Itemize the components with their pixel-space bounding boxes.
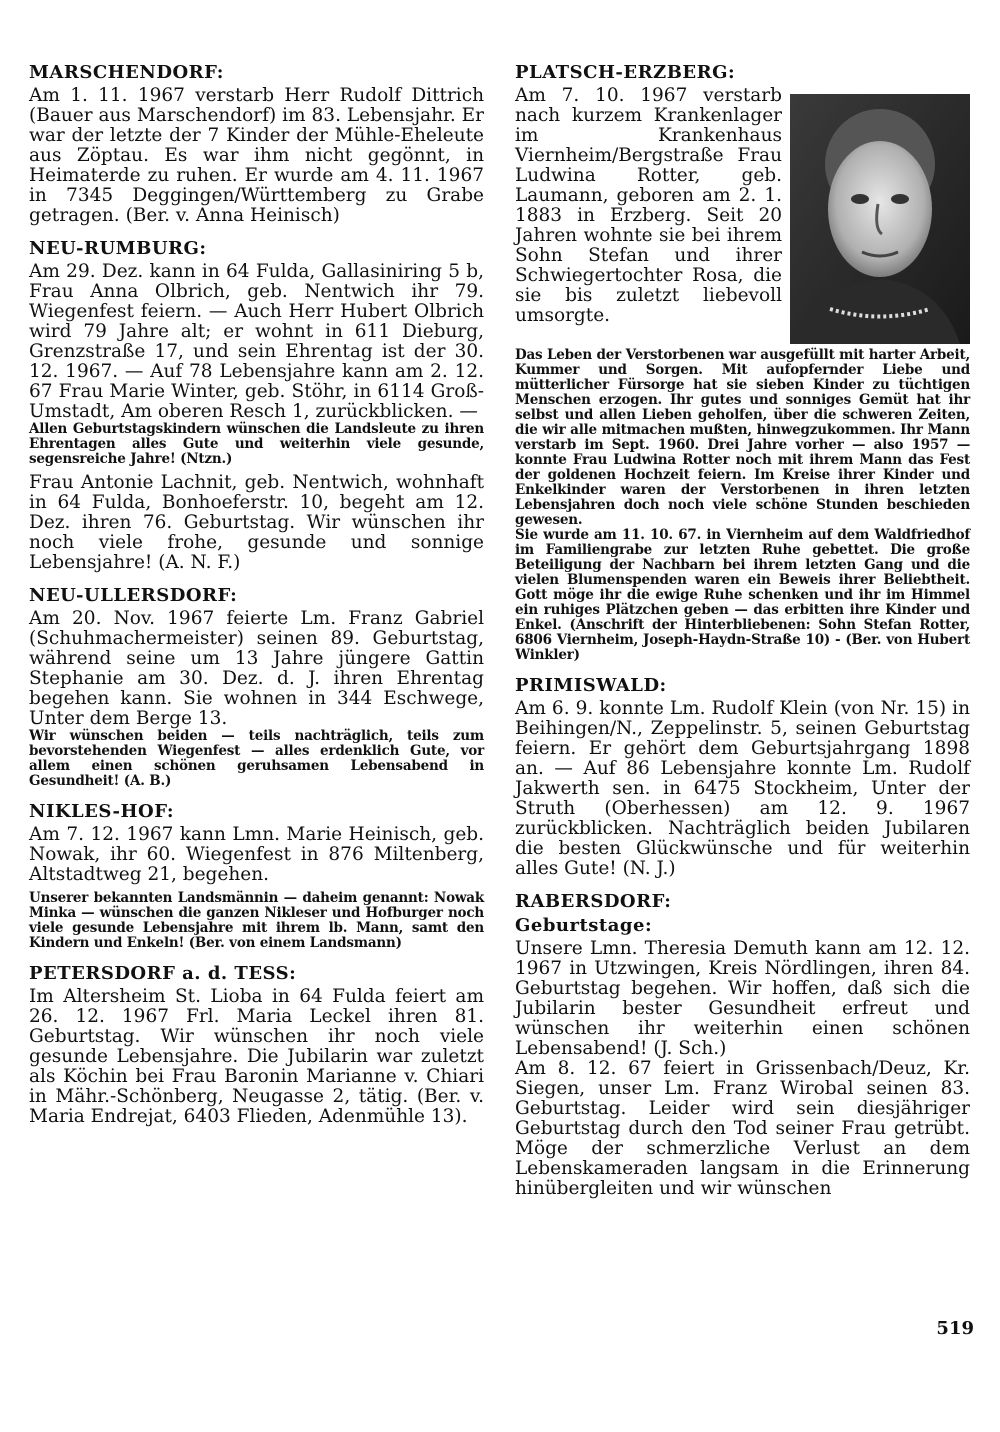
small-text-platsch-2: Sie wurde am 11. 10. 67. in Viernheim auf dem Waldfriedhof im Familiengrabe zur letzten Ruhe gebettet. Die große Beteiligung der Nachbarn bei ihrem letzten Gang und die vielen Blumenspenden waren ein Beweis ihrer Beliebtheit. Gott möge ihr die ewige Ruhe schenken und ihr im Himmel ein ruhiges Plätzchen geben — das erbitten ihre Kinder und Enkel. (Anschrift der Hinterbliebenen: Sohn Stefan Rotter, 6806 Viernheim, Joseph-Haydn-Straße 10) - (Ber. von Hubert Winkler): [515, 527, 970, 663]
text-primiswald: Am 6. 9. konnte Lm. Rudolf Klein (von Nr. 15) in Beihingen/N., Zeppelinstr. 5, seinen Geburtstag feiern. Er gehört dem Geburtsjahrgang 1898 an. — Auf 86 Lebensjahre konnte Lm. Rudolf Jakwerth sen. in 6475 Stockheim, Unter der Struth (Oberhessen) am 12. 9. 1967 zurückblicken. Nachträglich beiden Jubilaren die besten Glückwünsche und für weiterhin alles Gute! (N. J.): [515, 698, 970, 879]
section-heading-platsch-erzberg: PLATSCH-ERZBERG:: [515, 62, 736, 83]
small-text-neu-ullersdorf: Wir wünschen beiden — teils nachträglich, teils zum bevorstehenden Wiegenfest — alles erdenklich Gute, vor allem einen schönen geruhsamen Lebensabend in Gesundheit! (A. B.): [29, 728, 484, 789]
small-text-nikles-hof: Unserer bekannten Landsmännin — daheim genannt: Nowak Minka — wünschen die ganzen Nikleser und Hofburger noch viele gesunde Lebensjahre mit ihrem lb. Mann, samt den Kindern und Enkeln! (Ber. von einem Landsmann): [29, 890, 484, 951]
section-heading-nikles-hof: NIKLES-HOF:: [29, 801, 174, 822]
text-nikles-hof: Am 7. 12. 1967 kann Lmn. Marie Heinisch, geb. Nowak, ihr 60. Wiegenfest in 876 Miltenberg, Altstadtweg 21, begehen.: [29, 824, 484, 885]
right-column: [515, 62, 970, 1199]
text-marschendorf: Am 1. 11. 1967 verstarb Herr Rudolf Dittrich (Bauer aus Marschendorf) im 83. Lebensjahr. Er war der letzte der 7 Kinder der Mühle-Eheleute aus Zöptau. Es war ihm nicht gegönnt, in Heimaterde zu ruhen. Er wurde am 4. 11. 1967 in 7345 Deggingen/Württemberg zu Grabe getragen. (Ber. v. Anna Heinisch): [29, 85, 484, 226]
portrait-photo-image: [790, 94, 970, 344]
portrait-photo: [790, 94, 970, 344]
section-heading-petersdorf: PETERSDORF a. d. TESS:: [29, 963, 297, 984]
text-rabersdorf-2: Am 8. 12. 67 feiert in Grissenbach/Deuz, Kr. Siegen, unser Lm. Franz Wirobal seinen 83. Geburtstag. Leider wird sein diesjähriger Geburtstag durch den Tod seiner Frau getrübt. Möge der schmerzliche Verlust an dem Lebenskameraden langsam in die Erinnerung hinübergleiten und wir wünschen: [515, 1058, 970, 1199]
small-text-platsch-1: Das Leben der Verstorbenen war ausgefüllt mit harter Arbeit, Kummer und Sorgen. Mit aufopfernder Liebe und mütterlicher Fürsorge hat sie sieben Kinder zu tüchtigen Menschen erzogen. Ihr gutes und sonniges Gemüt hat ihr selbst und allen Lieben geholfen, über die schweren Zeiten, die wir alle mitmachen mußten, hinwegzukommen. Ihr Mann verstarb im Sept. 1960. Drei Jahre vorher — also 1957 — konnte Frau Ludwina Rotter noch mit ihrem Mann das Fest der goldenen Hochzeit feiern. Im Kreise ihrer Kinder und Enkelkinder waren der Verstorbenen in ihren letzten Lebensjahren doch noch viele schöne Stunden beschieden gewesen.: [515, 347, 970, 528]
section-heading-neu-ullersdorf: NEU-ULLERSDORF:: [29, 585, 238, 606]
text-neu-rumburg-2: Frau Antonie Lachnit, geb. Nentwich, wohnhaft in 64 Fulda, Bonhoeferstr. 10, begeht am 12. Dez. ihren 76. Geburtstag. Wir wünschen ihr noch viele frohe, gesunde und sonnige Lebensjahre! (A. N. F.): [29, 472, 484, 573]
left-column: [29, 62, 484, 1127]
text-neu-rumburg: Am 29. Dez. kann in 64 Fulda, Gallasiniring 5 b, Frau Anna Olbrich, geb. Nentwich ihr 79. Wiegenfest feiern. — Auch Herr Hubert Olbrich wird 79 Jahre alt; er wohnt in 611 Dieburg, Grenzstraße 17, und sein Ehrentag ist der 30. 12. 1967. — Auf 78 Lebensjahre kann am 2. 12. 67 Frau Marie Winter, geb. Stöhr, in 6114 Groß-Umstadt, Am oberen Resch 1, zurückblicken. —: [29, 261, 484, 422]
text-platsch-erzberg: Am 7. 10. 1967 verstarb nach kurzem Krankenlager im Krankenhaus Viernheim/Bergstraße Frau Ludwina Rotter, geb. Laumann, geboren am 2. 1. 1883 in Erzberg. Seit 20 Jahren wohnte sie bei ihrem Sohn Stefan und ihrer Schwiegertochter Rosa, die sie bis zuletzt liebevoll umsorgte.: [515, 85, 782, 326]
section-heading-rabersdorf: RABERSDORF:: [515, 891, 672, 912]
page-number: 519: [936, 1318, 974, 1339]
small-text-neu-rumburg: Allen Geburtstagskindern wünschen die Landsleute zu ihren Ehrentagen alles Gute und weiterhin viele gesunde, segensreiche Jahre! (Ntzn.): [29, 421, 484, 467]
section-heading-marschendorf: MARSCHENDORF:: [29, 62, 224, 83]
section-heading-neu-rumburg: NEU-RUMBURG:: [29, 238, 207, 259]
subheading-geburtstage: Geburtstage:: [515, 915, 653, 936]
text-neu-ullersdorf: Am 20. Nov. 1967 feierte Lm. Franz Gabriel (Schuhmachermeister) seinen 89. Geburtstag, während seine um 13 Jahre jüngere Gattin Stephanie am 30. Dez. d. J. ihren Ehrentag begehen kann. Sie wohnen in 344 Eschwege, Unter dem Berge 13.: [29, 608, 484, 729]
text-rabersdorf-1: Unsere Lmn. Theresia Demuth kann am 12. 12. 1967 in Utzwingen, Kreis Nördlingen, ihren 84. Geburtstag begehen. Wir hoffen, daß sich die Jubilarin bester Gesundheit erfreut und wünschen ihr weiterhin einen schönen Lebensabend! (J. Sch.): [515, 938, 970, 1059]
text-petersdorf: Im Altersheim St. Lioba in 64 Fulda feiert am 26. 12. 1967 Frl. Maria Leckel ihren 81. Geburtstag. Wir wünschen ihr noch viele gesunde Lebensjahre. Die Jubilarin war zuletzt als Köchin bei Frau Baronin Marianne v. Chiari in Mähr.-Schönberg, Neugasse 2, tätig. (Ber. v. Maria Endrejat, 6403 Flieden, Adenmühle 13).: [29, 986, 484, 1127]
section-heading-primiswald: PRIMISWALD:: [515, 675, 667, 696]
